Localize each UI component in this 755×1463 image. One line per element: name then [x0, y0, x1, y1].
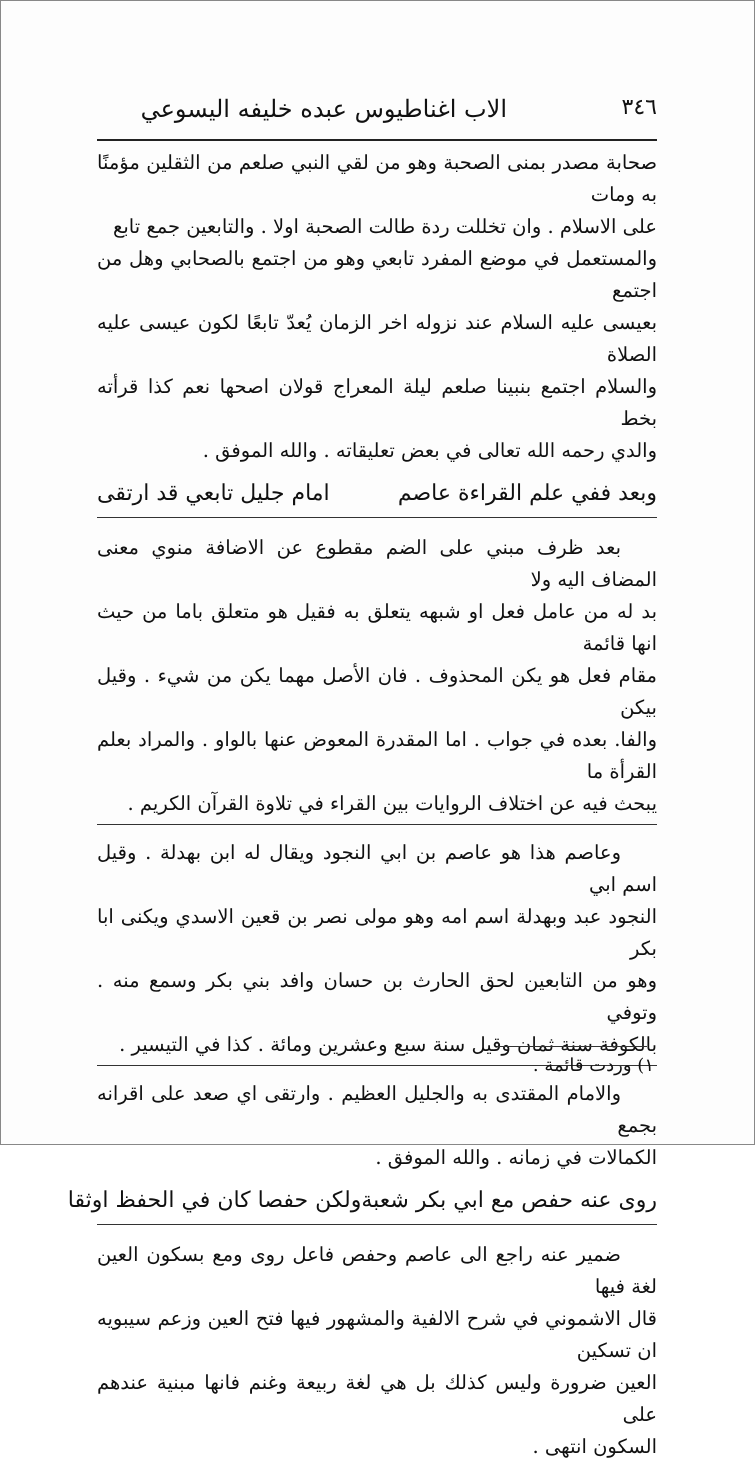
footnote-marker: ١) [637, 1055, 654, 1076]
footnote-rule [497, 1046, 647, 1047]
verse-1-first-hemistich: وبعد ففي علم القراءة عاصم [397, 481, 657, 506]
text-line: والدي رحمه الله تعالى في بعض تعليقاته . والله الموفق . [202, 439, 657, 462]
section-divider [97, 824, 657, 825]
text-line: بد له من عامل فعل او شبهه يتعلق به فقيل هو متعلق باما من حيث انها قائمة [97, 600, 657, 655]
text-line: ضمير عنه راجع الى عاصم وحفص فاعل روى ومع بسكون العين لغة فيها [97, 1243, 657, 1298]
running-title: الاب اغناطيوس عبده خليفه اليسوعي [140, 95, 507, 123]
verse-2-second-hemistich: ولكن حفصا كان في الحفظ اوثقا [67, 1188, 362, 1213]
commentary-paragraph-2 [97, 532, 657, 820]
verse-2 [67, 1184, 657, 1225]
verse-1-second-hemistich: امام جليل تابعي قد ارتقى [97, 481, 330, 506]
page-header [97, 95, 657, 131]
text-line: على الاسلام . وان تخللت ردة طالت الصحبة اولا . والتابعين جمع تابع [112, 215, 657, 238]
text-line: وعاصم هذا هو عاصم بن ابي النجود ويقال له ابن بهدلة . وقيل اسم ابي [97, 841, 657, 896]
text-line: يبحث فيه عن اختلاف الروايات بين القراء في تلاوة القرآن الكريم . [127, 792, 657, 815]
commentary-paragraph-3 [97, 837, 657, 1061]
footnote-text: وردت قائمة . [532, 1055, 632, 1076]
page-number: ٣٤٦ [621, 95, 657, 120]
footnote [533, 1055, 654, 1076]
page-body [67, 147, 657, 1463]
verse-2-first-hemistich: روى عنه حفص مع ابي بكر شعبة [361, 1188, 657, 1213]
text-line: والفا. بعده في جواب . اما المقدرة المعوض عنها بالواو . والمراد بعلم القرأة ما [97, 728, 657, 783]
text-line: والامام المقتدى به والجليل العظيم . وارتقى اي صعد على اقرانه بجمع [97, 1082, 657, 1137]
commentary-paragraph-1 [97, 147, 657, 467]
text-line: العين ضرورة وليس كذلك بل هي لغة ربيعة وغنم فانها مبنية عندهم على [97, 1371, 657, 1426]
text-line: قال الاشموني في شرح الالفية والمشهور فيها فتح العين وزعم سيبويه ان تسكين [97, 1307, 657, 1362]
text-line: مقام فعل هو يكن المحذوف . فان الأصل مهما يكن من شيء . وقيل بيكن [97, 664, 657, 719]
text-line: والمستعمل في موضع المفرد تابعي وهو من اجتمع بالصحابي وهل من اجتمع [97, 247, 657, 302]
verse-1 [97, 477, 657, 518]
commentary-paragraph-5 [97, 1239, 657, 1463]
text-line: السكون انتهى . [532, 1435, 657, 1458]
header-rule [97, 139, 657, 141]
text-line: النجود عبد وبهدلة اسم امه وهو مولى نصر بن قعين الاسدي ويكنى ابا بكر [97, 905, 657, 960]
text-line: والسلام اجتمع بنبينا صلعم ليلة المعراج قولان اصحها نعم كذا قرأته بخط [97, 375, 657, 430]
commentary-paragraph-4 [97, 1078, 657, 1174]
text-line: صحابة مصدر بمنى الصحبة وهو من لقي النبي صلعم من الثقلين مؤمنًا به ومات [97, 151, 657, 206]
text-line: بعد ظرف مبني على الضم مقطوع عن الاضافة منوي معنى المضاف اليه ولا [97, 536, 657, 591]
text-line: وهو من التابعين لحق الحارث بن حسان وافد بني بكر وسمع منه . وتوفي [97, 969, 657, 1024]
text-line: بالكوفة سنة ثمان وقيل سنة سبع وعشرين ومائة . كذا في التيسير . [119, 1033, 657, 1056]
text-line: الكمالات في زمانه . والله الموفق . [375, 1146, 657, 1169]
text-line: بعيسى عليه السلام عند نزوله اخر الزمان يُعدّ تابعًا لكون عيسى عليه الصلاة [97, 311, 657, 366]
